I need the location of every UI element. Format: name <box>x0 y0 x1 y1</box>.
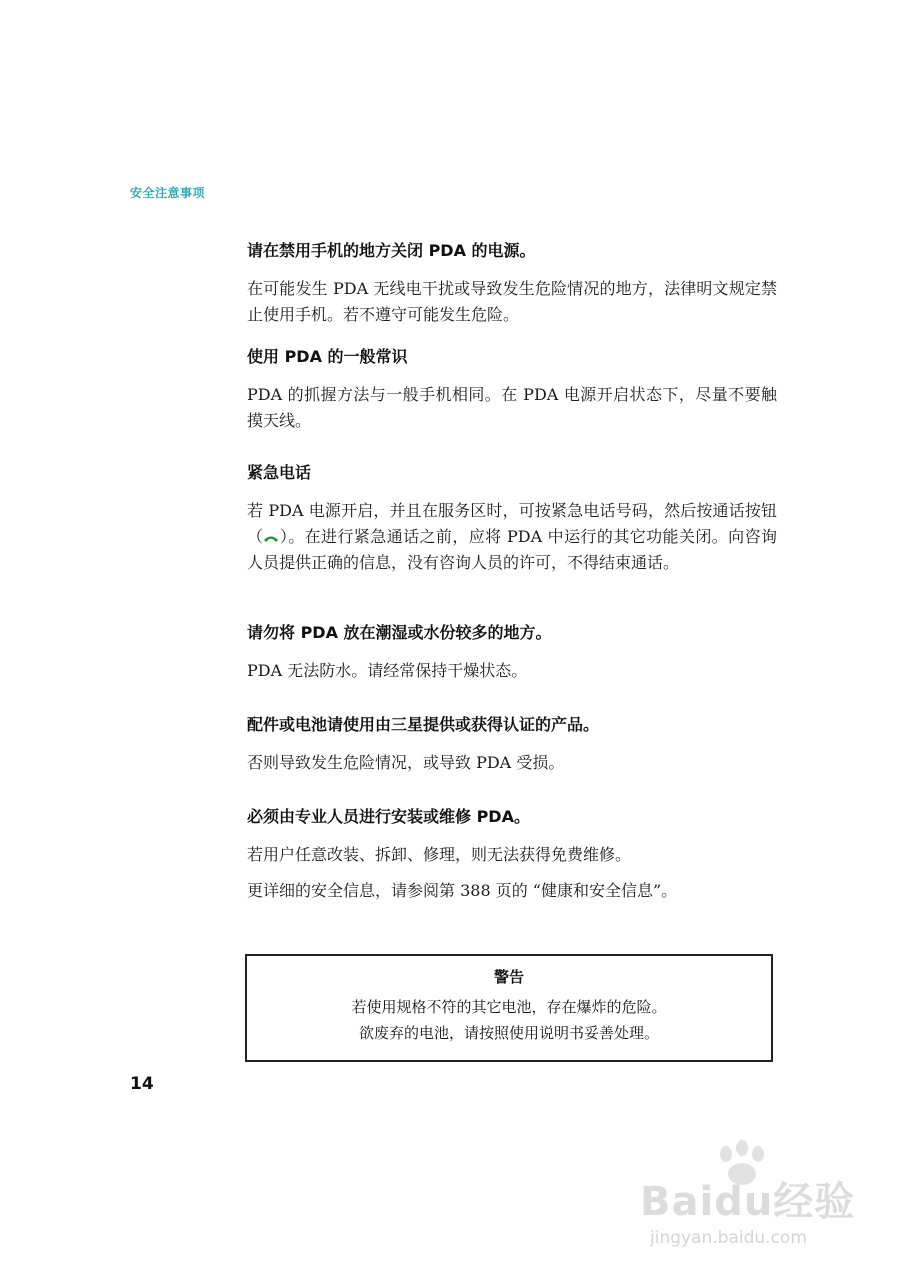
section-paragraph-reference: 更详细的安全信息，请参阅第 388 页的 “健康和安全信息”。 <box>247 881 678 900</box>
warning-title: 警告 <box>493 968 524 986</box>
page-number: 14 <box>130 1074 154 1094</box>
watermark-url: jingyan.baidu.com <box>650 1228 807 1248</box>
warning-box <box>245 954 773 1062</box>
section-paragraph: 否则导致发生危险情况，或导致 PDA 受损。 <box>247 753 565 772</box>
section-label: 安全注意事项 <box>130 186 206 200</box>
section-disable-power <box>247 240 777 328</box>
section-paragraph: PDA 无法防水。请经常保持干燥状态。 <box>247 661 528 680</box>
section-heading: 请在禁用手机的地方关闭 PDA 的电源。 <box>247 241 536 260</box>
section-accessories <box>247 714 777 776</box>
section-heading: 请勿将 PDA 放在潮湿或水份较多的地方。 <box>247 623 552 642</box>
section-heading: 紧急电话 <box>247 463 312 482</box>
warning-line: 若使用规格不符的其它电池，存在爆炸的危险。 <box>351 998 667 1016</box>
section-paragraph: 若用户任意改装、拆卸、修理，则无法获得免费维修。 <box>247 845 632 864</box>
section-moisture <box>247 622 777 684</box>
section-heading: 使用 PDA 的一般常识 <box>247 347 408 366</box>
section-repair <box>247 806 777 904</box>
warning-line: 欲废弃的电池，请按照使用说明书妥善处理。 <box>358 1024 659 1042</box>
section-heading: 配件或电池请使用由三星提供或获得认证的产品。 <box>247 715 600 734</box>
baidu-watermark <box>640 1140 870 1250</box>
section-paragraph: PDA 的抓握方法与一般手机相同。在 PDA 电源开启状态下，尽量不要触摸天线。 <box>247 385 777 430</box>
paragraph-text-after: ）。在进行紧急通话之前，应将 PDA 中运行的其它功能关闭。向咨询人员提供正确的信息，没有咨询人员的许可，不得结束通话。 <box>247 527 777 572</box>
section-paragraph: 在可能发生 PDA 无线电干扰或导致发生危险情况的地方，法律明文规定禁止使用手机。若不遵守可能发生危险。 <box>247 279 777 324</box>
paragraph-text-before: 若 PDA 电源开启，并且在服务区时，可按紧急电话号码，然后按通话按钮（ <box>247 501 777 546</box>
section-general-knowledge <box>247 346 777 434</box>
call-icon <box>263 533 279 543</box>
section-paragraph <box>247 498 777 576</box>
section-heading: 必须由专业人员进行安装或维修 PDA。 <box>247 807 530 826</box>
section-emergency-call <box>247 462 777 576</box>
watermark-brand: Baidu经验 <box>640 1179 856 1225</box>
